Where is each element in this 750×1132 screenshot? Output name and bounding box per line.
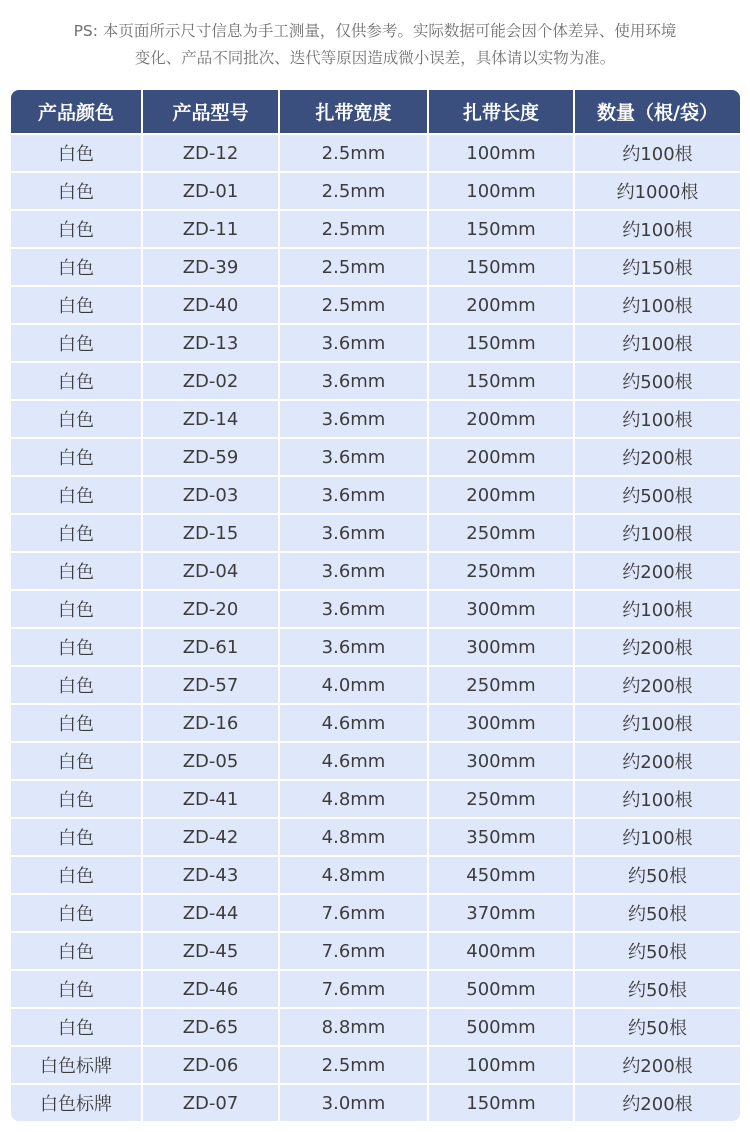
cell-quantity: 约1000根: [574, 172, 740, 210]
header-length: 扎带长度: [428, 90, 574, 134]
table-row: [11, 400, 740, 438]
header-width: 扎带宽度: [279, 90, 428, 134]
cell-quantity: 约50根: [574, 856, 740, 894]
cell-quantity: 约50根: [574, 1008, 740, 1046]
cell-quantity: 约200根: [574, 1046, 740, 1084]
table-row: [11, 590, 740, 628]
cell-length: 370mm: [428, 894, 574, 932]
spec-table-container: [11, 90, 740, 1121]
cell-width: 4.8mm: [279, 818, 428, 856]
cell-width: 2.5mm: [279, 248, 428, 286]
cell-length: 100mm: [428, 172, 574, 210]
cell-color: 白色: [11, 1008, 142, 1046]
disclaimer-line-1: PS: 本页面所示尺寸信息为手工测量，仅供参考。实际数据可能会因个体差异、使用环境: [73, 22, 677, 40]
cell-length: 300mm: [428, 628, 574, 666]
cell-color: 白色: [11, 780, 142, 818]
cell-width: 8.8mm: [279, 1008, 428, 1046]
cell-width: 4.6mm: [279, 742, 428, 780]
cell-color: 白色: [11, 438, 142, 476]
cell-model: ZD-12: [142, 134, 279, 172]
cell-quantity: 约100根: [574, 324, 740, 362]
cell-model: ZD-45: [142, 932, 279, 970]
table-row: [11, 476, 740, 514]
table-row: [11, 970, 740, 1008]
cell-model: ZD-14: [142, 400, 279, 438]
cell-color: 白色: [11, 172, 142, 210]
cell-width: 3.6mm: [279, 324, 428, 362]
cell-width: 7.6mm: [279, 970, 428, 1008]
cell-width: 4.8mm: [279, 780, 428, 818]
cell-color: 白色: [11, 324, 142, 362]
table-row: [11, 286, 740, 324]
cell-width: 3.6mm: [279, 476, 428, 514]
cell-quantity: 约100根: [574, 590, 740, 628]
disclaimer-notice: [0, 18, 750, 72]
cell-model: ZD-61: [142, 628, 279, 666]
table-row: [11, 134, 740, 172]
cell-length: 150mm: [428, 324, 574, 362]
cell-quantity: 约500根: [574, 362, 740, 400]
cell-width: 2.5mm: [279, 172, 428, 210]
cell-length: 250mm: [428, 666, 574, 704]
cell-length: 300mm: [428, 704, 574, 742]
cell-width: 3.6mm: [279, 590, 428, 628]
cell-quantity: 约50根: [574, 932, 740, 970]
cell-quantity: 约150根: [574, 248, 740, 286]
cell-model: ZD-44: [142, 894, 279, 932]
cell-model: ZD-04: [142, 552, 279, 590]
cell-color: 白色: [11, 514, 142, 552]
cell-length: 250mm: [428, 552, 574, 590]
cell-length: 150mm: [428, 1084, 574, 1121]
cell-model: ZD-16: [142, 704, 279, 742]
cell-color: 白色: [11, 628, 142, 666]
cell-width: 7.6mm: [279, 894, 428, 932]
table-row: [11, 514, 740, 552]
cell-quantity: 约200根: [574, 742, 740, 780]
cell-width: 3.6mm: [279, 628, 428, 666]
spec-table: [11, 90, 740, 1121]
cell-color: 白色: [11, 134, 142, 172]
cell-length: 400mm: [428, 932, 574, 970]
table-row: [11, 1046, 740, 1084]
cell-quantity: 约200根: [574, 1084, 740, 1121]
table-row: [11, 932, 740, 970]
cell-model: ZD-07: [142, 1084, 279, 1121]
cell-quantity: 约100根: [574, 704, 740, 742]
cell-length: 200mm: [428, 476, 574, 514]
cell-length: 100mm: [428, 134, 574, 172]
cell-length: 150mm: [428, 210, 574, 248]
cell-model: ZD-11: [142, 210, 279, 248]
cell-quantity: 约100根: [574, 514, 740, 552]
table-row: [11, 438, 740, 476]
cell-length: 300mm: [428, 590, 574, 628]
header-model: 产品型号: [142, 90, 279, 134]
cell-length: 350mm: [428, 818, 574, 856]
table-row: [11, 1084, 740, 1121]
cell-quantity: 约100根: [574, 286, 740, 324]
table-row: [11, 324, 740, 362]
cell-color: 白色: [11, 742, 142, 780]
table-row: [11, 666, 740, 704]
table-row: [11, 552, 740, 590]
table-row: [11, 856, 740, 894]
cell-color: 白色: [11, 704, 142, 742]
cell-quantity: 约100根: [574, 400, 740, 438]
cell-color: 白色: [11, 552, 142, 590]
cell-width: 2.5mm: [279, 1046, 428, 1084]
cell-color: 白色标牌: [11, 1046, 142, 1084]
cell-length: 150mm: [428, 362, 574, 400]
table-row: [11, 704, 740, 742]
table-row: [11, 894, 740, 932]
cell-quantity: 约200根: [574, 666, 740, 704]
cell-model: ZD-05: [142, 742, 279, 780]
cell-quantity: 约50根: [574, 894, 740, 932]
cell-model: ZD-15: [142, 514, 279, 552]
cell-width: 3.6mm: [279, 362, 428, 400]
header-quantity: 数量（根/袋）: [574, 90, 740, 134]
disclaimer-line-2: 变化、产品不同批次、迭代等原因造成微小误差，具体请以实物为准。: [134, 49, 616, 67]
cell-width: 4.8mm: [279, 856, 428, 894]
cell-color: 白色: [11, 286, 142, 324]
cell-length: 200mm: [428, 286, 574, 324]
cell-length: 250mm: [428, 780, 574, 818]
cell-model: ZD-02: [142, 362, 279, 400]
cell-color: 白色: [11, 210, 142, 248]
cell-color: 白色: [11, 400, 142, 438]
cell-length: 500mm: [428, 970, 574, 1008]
cell-width: 3.6mm: [279, 400, 428, 438]
cell-length: 200mm: [428, 438, 574, 476]
cell-quantity: 约50根: [574, 970, 740, 1008]
cell-quantity: 约100根: [574, 210, 740, 248]
cell-model: ZD-06: [142, 1046, 279, 1084]
table-row: [11, 362, 740, 400]
table-row: [11, 172, 740, 210]
cell-color: 白色: [11, 818, 142, 856]
cell-quantity: 约100根: [574, 818, 740, 856]
cell-length: 450mm: [428, 856, 574, 894]
table-row: [11, 210, 740, 248]
cell-width: 7.6mm: [279, 932, 428, 970]
cell-model: ZD-01: [142, 172, 279, 210]
cell-color: 白色标牌: [11, 1084, 142, 1121]
cell-color: 白色: [11, 476, 142, 514]
table-row: [11, 248, 740, 286]
cell-width: 4.6mm: [279, 704, 428, 742]
cell-model: ZD-43: [142, 856, 279, 894]
cell-width: 3.6mm: [279, 514, 428, 552]
cell-quantity: 约200根: [574, 438, 740, 476]
cell-color: 白色: [11, 248, 142, 286]
cell-length: 200mm: [428, 400, 574, 438]
cell-color: 白色: [11, 362, 142, 400]
cell-color: 白色: [11, 932, 142, 970]
cell-model: ZD-20: [142, 590, 279, 628]
cell-color: 白色: [11, 894, 142, 932]
cell-length: 150mm: [428, 248, 574, 286]
cell-length: 250mm: [428, 514, 574, 552]
cell-quantity: 约200根: [574, 552, 740, 590]
table-row: [11, 1008, 740, 1046]
table-row: [11, 628, 740, 666]
cell-model: ZD-59: [142, 438, 279, 476]
cell-quantity: 约100根: [574, 134, 740, 172]
cell-color: 白色: [11, 970, 142, 1008]
cell-model: ZD-46: [142, 970, 279, 1008]
cell-width: 4.0mm: [279, 666, 428, 704]
cell-quantity: 约100根: [574, 780, 740, 818]
cell-model: ZD-40: [142, 286, 279, 324]
header-color: 产品颜色: [11, 90, 142, 134]
cell-length: 300mm: [428, 742, 574, 780]
cell-model: ZD-41: [142, 780, 279, 818]
table-body: [11, 134, 740, 1121]
table-row: [11, 780, 740, 818]
cell-width: 2.5mm: [279, 210, 428, 248]
cell-length: 500mm: [428, 1008, 574, 1046]
cell-model: ZD-65: [142, 1008, 279, 1046]
cell-length: 100mm: [428, 1046, 574, 1084]
cell-width: 3.6mm: [279, 438, 428, 476]
cell-color: 白色: [11, 590, 142, 628]
cell-model: ZD-42: [142, 818, 279, 856]
cell-color: 白色: [11, 666, 142, 704]
cell-model: ZD-57: [142, 666, 279, 704]
table-row: [11, 742, 740, 780]
cell-width: 2.5mm: [279, 286, 428, 324]
cell-width: 2.5mm: [279, 134, 428, 172]
cell-model: ZD-39: [142, 248, 279, 286]
table-header-row: [11, 90, 740, 134]
cell-model: ZD-13: [142, 324, 279, 362]
table-row: [11, 818, 740, 856]
cell-quantity: 约500根: [574, 476, 740, 514]
cell-quantity: 约200根: [574, 628, 740, 666]
cell-model: ZD-03: [142, 476, 279, 514]
cell-color: 白色: [11, 856, 142, 894]
cell-width: 3.6mm: [279, 552, 428, 590]
cell-width: 3.0mm: [279, 1084, 428, 1121]
